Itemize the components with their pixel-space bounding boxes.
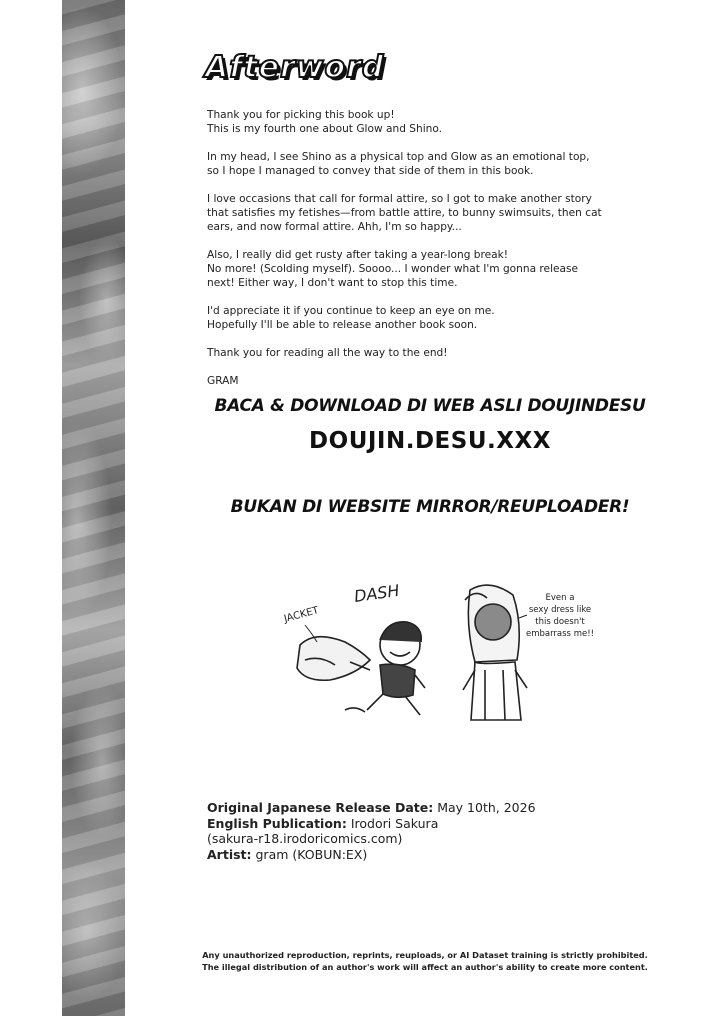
speech-annotation <box>519 593 594 639</box>
publication-value: Irodori Sakura <box>350 815 439 831</box>
publication-label: English Publication: <box>207 815 347 831</box>
speech-line: sexy dress like <box>528 605 592 615</box>
standing-character-drawing <box>463 585 527 720</box>
paragraph: I love occasions that call for formal attire, so I got to make another story that satisfies my fetishes—from battle attire, to bunny swimsuits, then cat ears, and now formal attire. Ahh, I'm so happy... <box>207 193 602 233</box>
release-date-label: Original Japanese Release Date: <box>207 800 434 815</box>
publication-url: (sakura-r18.irodoricomics.com) <box>207 831 403 846</box>
legal-line: The illegal distribution of an author's work will affect an author's ability to create more content. <box>202 962 648 972</box>
credits-block <box>207 800 536 862</box>
speech-line: embarrass me!! <box>525 629 595 639</box>
promo-line-1: BACA & DOWNLOAD DI WEB ASLI DOUJINDESU <box>214 396 646 416</box>
author-signature: GRAM <box>207 375 239 387</box>
afterword-body <box>207 108 607 402</box>
artist-value: gram (KOBUN:EX) <box>255 846 368 862</box>
artist-label: Artist: <box>207 846 252 862</box>
page-title: Afterword <box>205 50 385 85</box>
decorative-side-band <box>62 0 125 1016</box>
paragraph: I'd appreciate it if you continue to keep an eye on me. Hopefully I'll be able to release another book soon. <box>207 305 495 331</box>
jacket-label: JACKET <box>282 605 320 625</box>
promo-site-name: DOUJIN.DESU.XXX <box>309 428 551 454</box>
publication-row <box>207 816 536 832</box>
paragraph: Also, I really did get rusty after taking a year-long break! No more! (Scolding myself). Soooo... I wonder what I'm gonna release next! Either way, I don't want to stop this time. <box>207 249 579 289</box>
paragraph: In my head, I see Shino as a physical top and Glow as an emotional top, so I hope I managed to convey that side of them in this book. <box>207 151 590 177</box>
chibi-illustration <box>275 570 625 740</box>
speech-line: this doesn't <box>535 617 585 627</box>
promo-line-3: BUKAN DI WEBSITE MIRROR/REUPLOADER! <box>230 497 630 517</box>
running-character-drawing <box>297 622 425 715</box>
paragraph: Thank you for reading all the way to the end! <box>207 347 448 359</box>
release-date-value: May 10th, 2026 <box>437 800 536 815</box>
legal-line: Any unauthorized reproduction, reprints, reuploads, or AI Dataset training is strictly prohibited. <box>202 950 648 960</box>
legal-notice <box>170 949 680 973</box>
speech-line: Even a <box>545 593 575 603</box>
dash-label: DASH <box>352 580 401 606</box>
paragraph: Thank you for picking this book up! This is my fourth one about Glow and Shino. <box>207 109 443 135</box>
artist-row <box>207 847 536 863</box>
release-date-row <box>207 800 536 816</box>
